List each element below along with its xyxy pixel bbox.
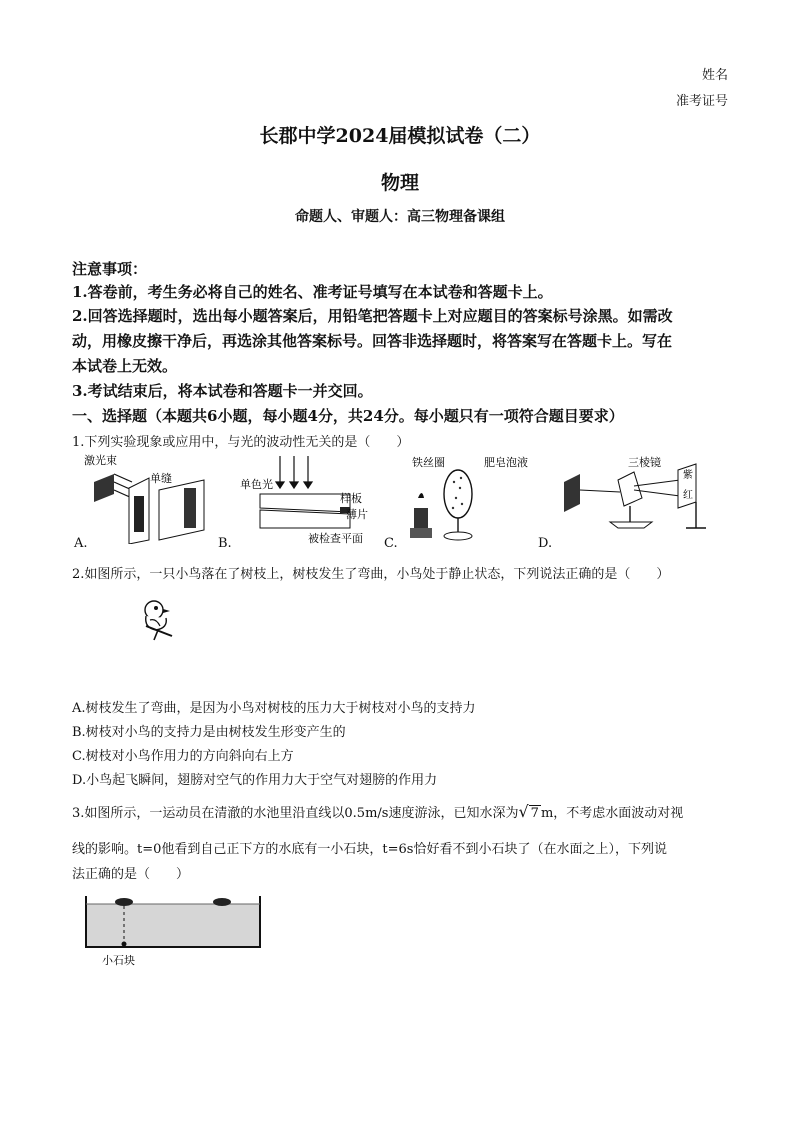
q1-stem: 1.下列实验现象或应用中，与光的波动性无关的是（ ） [72,435,410,450]
q3-stone-label: 小石块 [102,954,135,967]
subject-title: 物理 [380,172,419,194]
q1-figure-b [230,452,380,544]
q2-option-d: D.小鸟起飞瞬间，翅膀对空气的作用力大于空气对翅膀的作用力 [72,773,438,788]
fig-a-slit-label: 单缝 [150,472,172,485]
fig-c-soap-label: 肥皂泡液 [484,456,528,469]
fig-d-red-label: 红 [683,490,693,501]
exam-id-label: 准考证号 [675,94,728,109]
fig-d-purple-label: 紫 [683,470,693,481]
authors: 命题人、审题人：高三物理备课组 [295,209,505,225]
name-label: 姓名 [701,68,728,83]
notes-item-2-line-3: 本试卷上无效。 [72,357,178,375]
fig-b-thin-label: 薄片 [346,508,368,521]
notes-heading: 注意事项： [72,260,148,278]
fig-b-flat-label: 被检查平面 [308,532,363,544]
q2-option-c: C.树枝对小鸟作用力的方向斜向右上方 [72,749,294,764]
notes-item-3: 3.考试结束后，将本试卷和答题卡一并交回。 [72,382,373,400]
notes-item-2-line-1: 2.回答选择题时，选出每小题答案后，用铅笔把答题卡上对应题目的答案标号涂黑。如需改 [72,307,673,325]
q3-stem-b: m，不考虑水面波动对视 [540,806,684,821]
fig-b-sample-label: 样板 [340,492,362,505]
q3-stem-line-1 [72,802,683,821]
q1-option-a-label: A. [74,536,88,551]
notes-item-1: 1.答卷前，考生务必将自己的姓名、准考证号填写在本试卷和答题卡上。 [72,283,553,301]
q3-pool-figure [82,886,282,968]
section-1-heading: 一、选择题（本题共6小题，每小题4分，共24分。每小题只有一项符合题目要求） [72,407,624,425]
exam-title: 长郡中学2024届模拟试卷（二） [259,125,541,147]
q2-bird-figure [136,596,184,644]
q3-stem-line-3: 法正确的是（ ） [72,867,190,882]
q3-stem-a: 3.如图所示，一运动员在清澈的水池里沿直线以0.5m/s速度游泳，已知水深为 [72,806,519,821]
q3-sqrt-value: 7 [530,806,539,821]
fig-d-prism-label: 三棱镜 [628,456,661,469]
notes-item-2-line-2: 动，用橡皮擦干净后，再选涂其他答案标号。回答非选择题时，将答案写在答题卡上。写在 [72,332,673,350]
fig-a-laser-label: 激光束 [84,454,117,467]
q1-option-b-label: B. [218,536,232,551]
q1-option-d-label: D. [538,536,553,551]
q2-option-a: A.树枝发生了弯曲，是因为小鸟对树枝的压力大于树枝对小鸟的支持力 [72,701,476,716]
q2-option-b: B.树枝对小鸟的支持力是由树枝发生形变产生的 [72,725,346,740]
q3-stem-line-2: 线的影响。t=0他看到自己正下方的水底有一小石块，t=6s恰好看不到小石块了（在水面之上），下列说 [72,842,667,857]
fig-b-mono-label: 单色光 [240,478,273,491]
q1-figure-d [560,452,710,544]
sqrt-symbol: √ [518,802,529,821]
q2-stem: 2.如图所示，一只小鸟落在了树枝上，树枝发生了弯曲，小鸟处于静止状态，下列说法正确的是（ ） [72,567,670,582]
q1-option-c-label: C. [384,536,398,551]
q1-figure-a [84,452,224,544]
q1-figure-c [396,454,536,544]
fig-c-wire-label: 铁丝圈 [412,456,445,469]
